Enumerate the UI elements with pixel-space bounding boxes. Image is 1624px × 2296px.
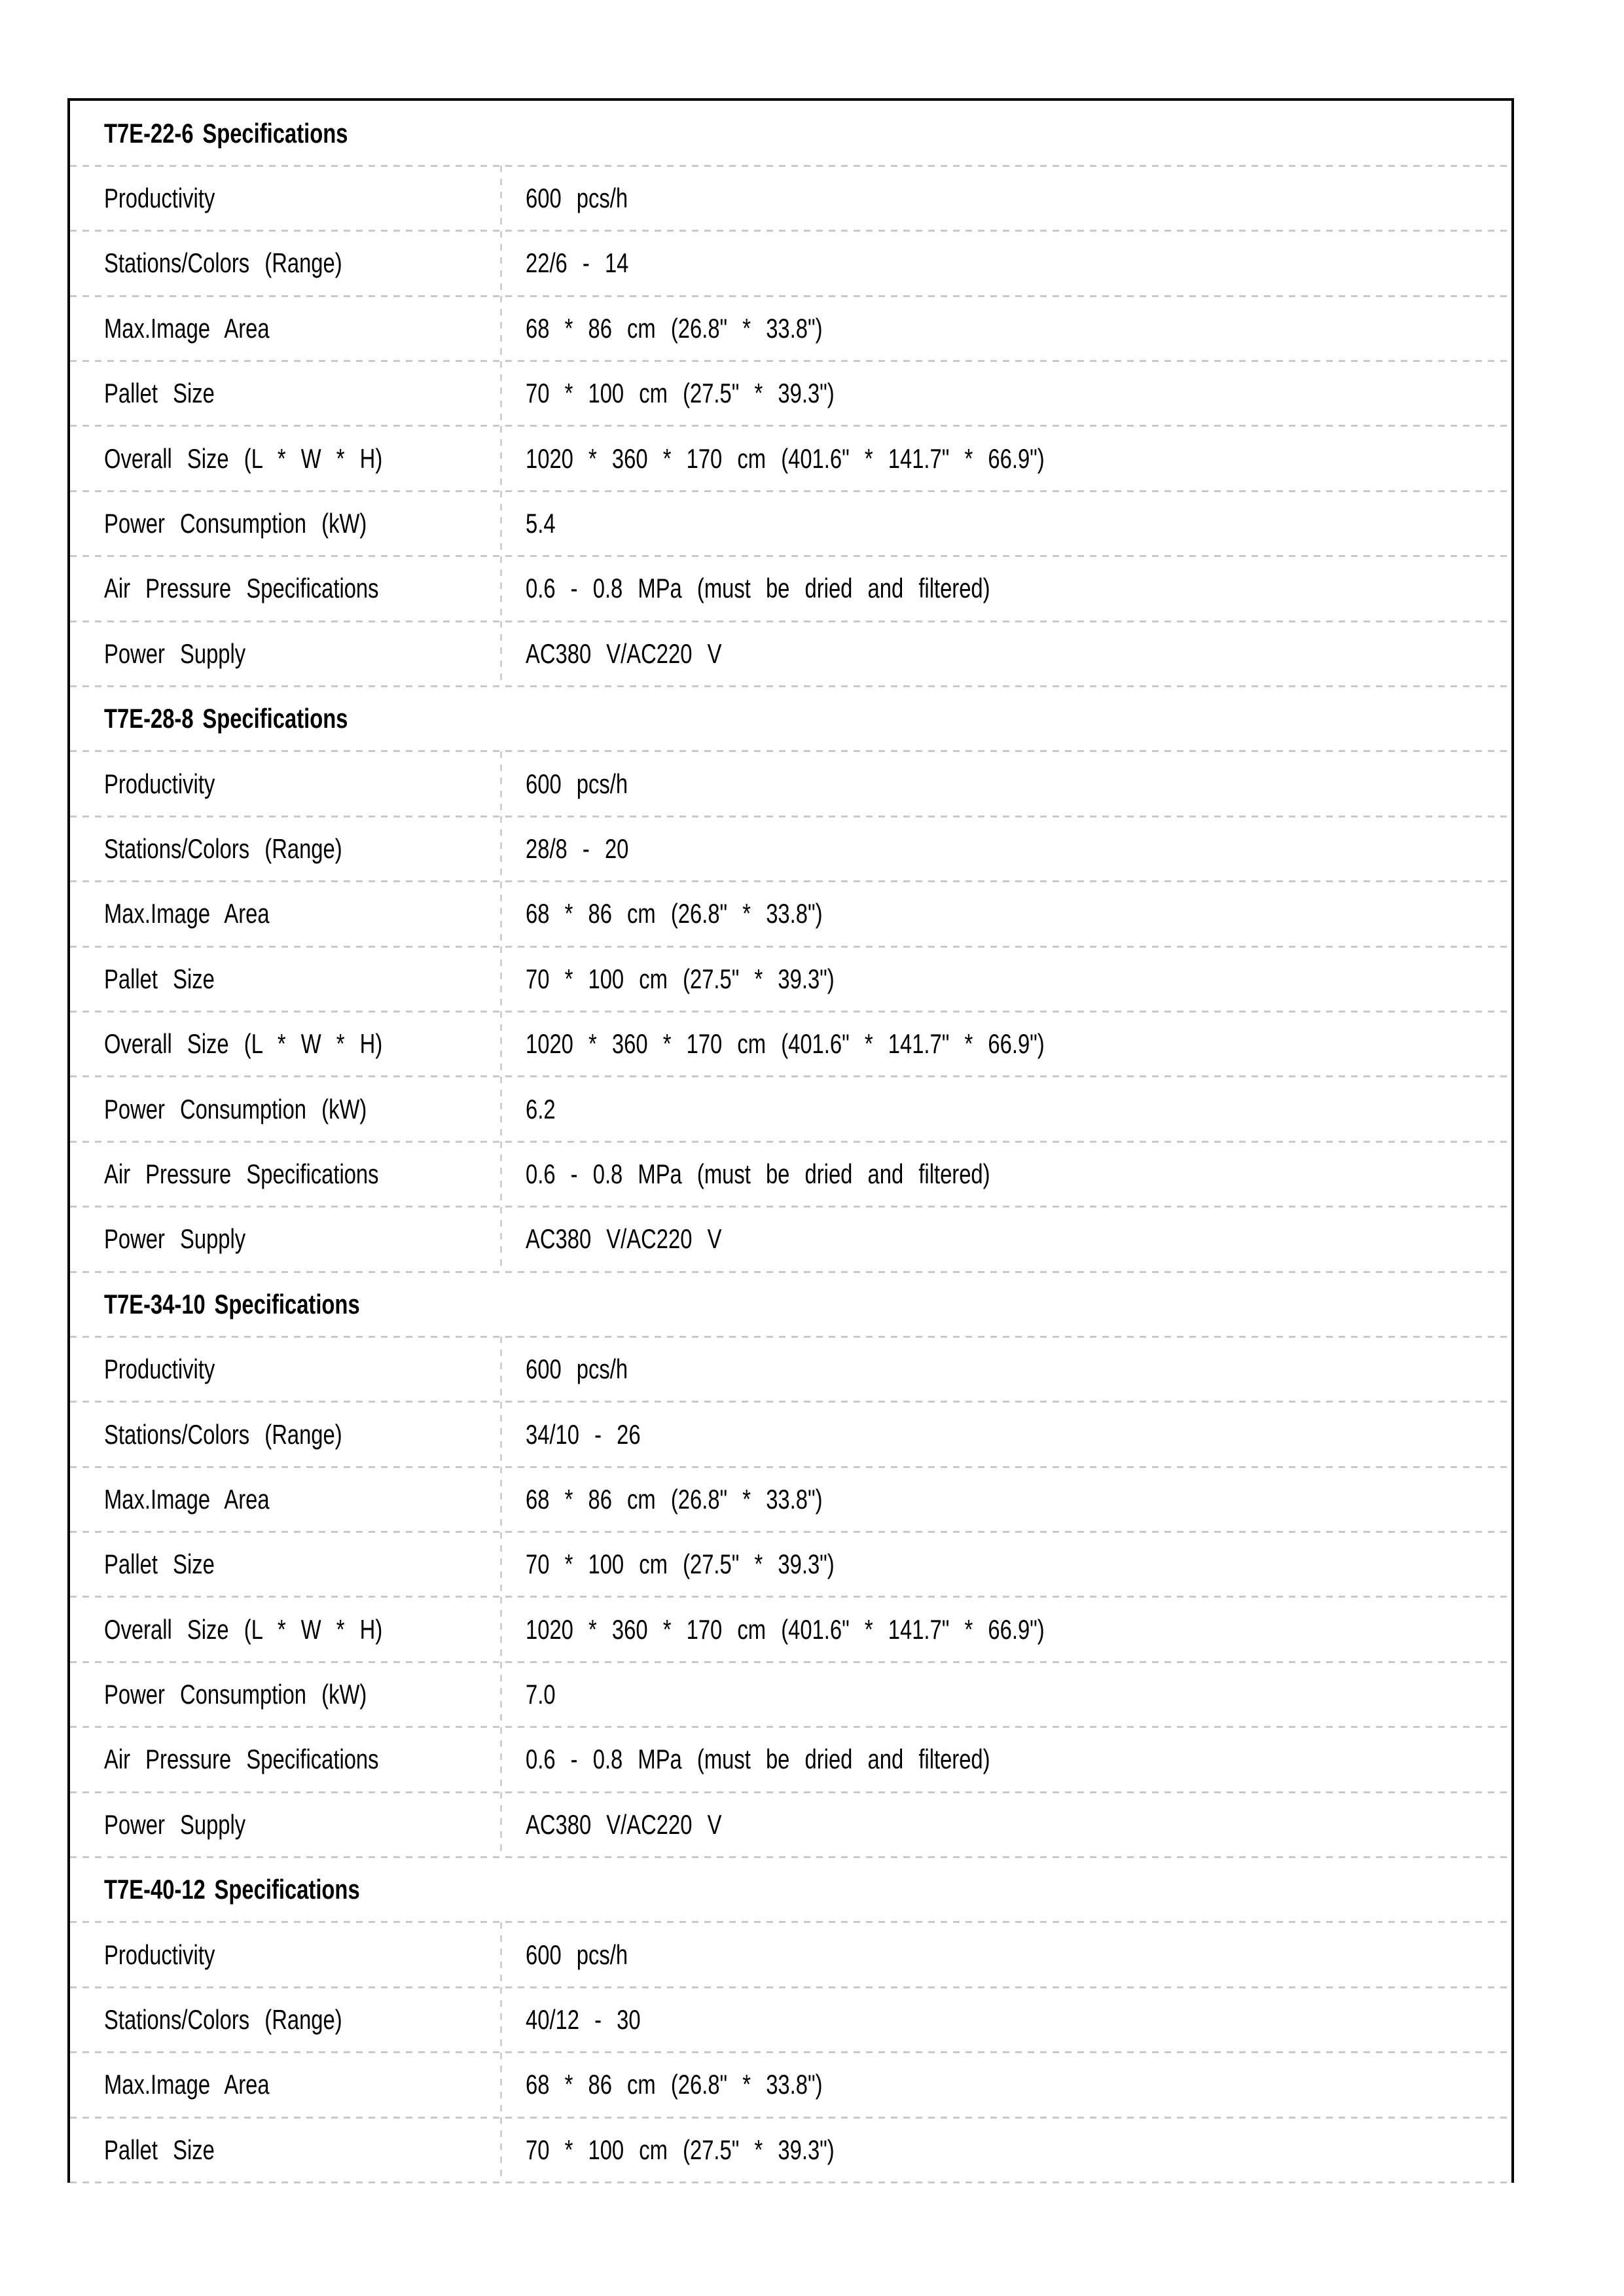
- spec-label-cell: [70, 1727, 501, 1792]
- spec-label-cell: [70, 2117, 501, 2182]
- spec-value-cell: [501, 556, 1511, 621]
- spec-value: 600 pcs/h: [526, 183, 628, 214]
- spec-value-cell: [501, 1207, 1511, 1272]
- spec-label: Stations/Colors (Range): [104, 833, 342, 864]
- spec-row: [70, 816, 1511, 881]
- spec-value-cell: [501, 621, 1511, 686]
- spec-value: 70 * 100 cm (27.5" * 39.3"): [526, 1549, 835, 1580]
- spec-label-cell: [70, 1792, 501, 1857]
- spec-sheet: [67, 98, 1514, 2183]
- spec-label: Overall Size (L * W * H): [104, 1028, 383, 1060]
- spec-label: Pallet Size: [104, 963, 215, 994]
- spec-label-cell: [70, 1336, 501, 1401]
- spec-value-cell: [501, 231, 1511, 296]
- spec-table-title-cell: [70, 1857, 1511, 1922]
- spec-label: Pallet Size: [104, 378, 215, 409]
- spec-value-cell: [501, 491, 1511, 556]
- spec-value: 28/8 - 20: [526, 833, 629, 864]
- spec-row: [70, 361, 1511, 426]
- spec-label: Productivity: [104, 1354, 215, 1385]
- spec-label: Power Consumption (kW): [104, 1679, 367, 1710]
- spec-value-cell: [501, 361, 1511, 426]
- spec-value-cell: [501, 2117, 1511, 2182]
- spec-label-cell: [70, 2053, 501, 2117]
- spec-label: Stations/Colors (Range): [104, 247, 342, 279]
- spec-label: Max.Image Area: [104, 2069, 270, 2100]
- spec-value: 1020 * 360 * 170 cm (401.6" * 141.7" * 66.9"): [526, 1613, 1045, 1645]
- spec-value-cell: [501, 1597, 1511, 1662]
- spec-label-cell: [70, 1402, 501, 1467]
- spec-row: [70, 2053, 1511, 2117]
- spec-row: [70, 556, 1511, 621]
- spec-value-cell: [501, 1662, 1511, 1727]
- spec-label: Power Supply: [104, 637, 246, 669]
- spec-label: Stations/Colors (Range): [104, 1418, 342, 1450]
- spec-table-title-row: [70, 1857, 1511, 1922]
- spec-value: 40/12 - 30: [526, 2004, 641, 2036]
- spec-value: 70 * 100 cm (27.5" * 39.3"): [526, 2134, 835, 2165]
- spec-label: Overall Size (L * W * H): [104, 1613, 383, 1645]
- spec-label: Max.Image Area: [104, 1483, 270, 1515]
- spec-table-title-row: [70, 687, 1511, 751]
- spec-label: Overall Size (L * W * H): [104, 442, 383, 474]
- spec-label-cell: [70, 1141, 501, 1206]
- spec-table-title: T7E-40-12 Specifications: [104, 1874, 360, 1905]
- spec-label: Power Consumption (kW): [104, 1093, 367, 1124]
- spec-value-cell: [501, 1987, 1511, 2052]
- spec-value-cell: [501, 816, 1511, 881]
- spec-label: Max.Image Area: [104, 312, 270, 344]
- spec-label: Productivity: [104, 1939, 215, 1970]
- spec-row: [70, 1077, 1511, 1141]
- spec-label: Power Consumption (kW): [104, 508, 367, 539]
- spec-value: 0.6 - 0.8 MPa (must be dried and filtered): [526, 1744, 990, 1775]
- spec-value-cell: [501, 1141, 1511, 1206]
- spec-value: AC380 V/AC220 V: [526, 637, 722, 669]
- spec-value: 6.2: [526, 1093, 556, 1124]
- spec-row: [70, 946, 1511, 1011]
- spec-value: AC380 V/AC220 V: [526, 1223, 722, 1255]
- spec-value: 70 * 100 cm (27.5" * 39.3"): [526, 963, 835, 994]
- spec-label: Power Supply: [104, 1808, 246, 1840]
- spec-row: [70, 166, 1511, 230]
- spec-table-title-cell: [70, 687, 1511, 751]
- spec-row: [70, 1402, 1511, 1467]
- spec-row: [70, 1662, 1511, 1727]
- spec-row: [70, 1532, 1511, 1597]
- spec-label: Power Supply: [104, 1223, 246, 1255]
- spec-label: Air Pressure Specifications: [104, 1744, 379, 1775]
- spec-value: 0.6 - 0.8 MPa (must be dried and filtered): [526, 1158, 990, 1189]
- spec-label-cell: [70, 751, 501, 816]
- spec-label-cell: [70, 231, 501, 296]
- spec-label: Stations/Colors (Range): [104, 2004, 342, 2036]
- spec-label-cell: [70, 1662, 501, 1727]
- spec-label-cell: [70, 1011, 501, 1076]
- spec-value: 22/6 - 14: [526, 247, 629, 279]
- spec-label: Max.Image Area: [104, 898, 270, 929]
- spec-value: 600 pcs/h: [526, 1354, 628, 1385]
- spec-value: 5.4: [526, 508, 556, 539]
- spec-value-cell: [501, 1792, 1511, 1857]
- spec-value-cell: [501, 296, 1511, 361]
- spec-value-cell: [501, 1077, 1511, 1141]
- spec-value: 68 * 86 cm (26.8" * 33.8"): [526, 1483, 823, 1515]
- spec-table-title-row: [70, 101, 1511, 166]
- spec-value-cell: [501, 946, 1511, 1011]
- spec-value-cell: [501, 1336, 1511, 1401]
- spec-row: [70, 1207, 1511, 1272]
- spec-value: 1020 * 360 * 170 cm (401.6" * 141.7" * 66.9"): [526, 442, 1045, 474]
- spec-value-cell: [501, 1727, 1511, 1792]
- spec-label-cell: [70, 296, 501, 361]
- spec-label-cell: [70, 1077, 501, 1141]
- spec-value-cell: [501, 1467, 1511, 1532]
- spec-row: [70, 1141, 1511, 1206]
- spec-value: 68 * 86 cm (26.8" * 33.8"): [526, 312, 823, 344]
- spec-value-cell: [501, 166, 1511, 230]
- spec-value-cell: [501, 882, 1511, 946]
- spec-row: [70, 1336, 1511, 1401]
- spec-row: [70, 426, 1511, 491]
- spec-value: 68 * 86 cm (26.8" * 33.8"): [526, 2069, 823, 2100]
- spec-row: [70, 1792, 1511, 1857]
- spec-table-title-cell: [70, 1272, 1511, 1336]
- spec-table-title: T7E-28-8 Specifications: [104, 703, 348, 734]
- spec-row: [70, 491, 1511, 556]
- spec-label: Productivity: [104, 183, 215, 214]
- spec-label: Productivity: [104, 768, 215, 799]
- spec-label-cell: [70, 361, 501, 426]
- spec-table-title: T7E-34-10 Specifications: [104, 1288, 360, 1319]
- spec-value: 600 pcs/h: [526, 768, 628, 799]
- spec-value: AC380 V/AC220 V: [526, 1808, 722, 1840]
- spec-label-cell: [70, 491, 501, 556]
- spec-value-cell: [501, 751, 1511, 816]
- spec-label-cell: [70, 426, 501, 491]
- spec-row: [70, 1987, 1511, 2052]
- spec-label-cell: [70, 1467, 501, 1532]
- spec-value-cell: [501, 1011, 1511, 1076]
- spec-value-cell: [501, 426, 1511, 491]
- spec-row: [70, 621, 1511, 686]
- spec-value: 0.6 - 0.8 MPa (must be dried and filtered): [526, 573, 990, 604]
- spec-value: 68 * 86 cm (26.8" * 33.8"): [526, 898, 823, 929]
- spec-label-cell: [70, 946, 501, 1011]
- spec-row: [70, 1467, 1511, 1532]
- spec-label-cell: [70, 621, 501, 686]
- spec-value: 1020 * 360 * 170 cm (401.6" * 141.7" * 66.9"): [526, 1028, 1045, 1060]
- spec-value: 600 pcs/h: [526, 1939, 628, 1970]
- spec-label-cell: [70, 1987, 501, 2052]
- spec-label: Pallet Size: [104, 1549, 215, 1580]
- spec-table-title-cell: [70, 101, 1511, 166]
- spec-table-title-row: [70, 1272, 1511, 1336]
- spec-row: [70, 1922, 1511, 1987]
- spec-table-title: T7E-22-6 Specifications: [104, 117, 348, 149]
- spec-label-cell: [70, 816, 501, 881]
- spec-value: 70 * 100 cm (27.5" * 39.3"): [526, 378, 835, 409]
- spec-row: [70, 2117, 1511, 2182]
- spec-label-cell: [70, 166, 501, 230]
- spec-label: Pallet Size: [104, 2134, 215, 2165]
- spec-value-cell: [501, 1922, 1511, 1987]
- spec-row: [70, 231, 1511, 296]
- spec-label-cell: [70, 1207, 501, 1272]
- spec-row: [70, 751, 1511, 816]
- spec-label-cell: [70, 1597, 501, 1662]
- spec-row: [70, 1727, 1511, 1792]
- spec-value-cell: [501, 2053, 1511, 2117]
- spec-label: Air Pressure Specifications: [104, 573, 379, 604]
- spec-label: Air Pressure Specifications: [104, 1158, 379, 1189]
- spec-value: 34/10 - 26: [526, 1418, 641, 1450]
- spec-label-cell: [70, 1922, 501, 1987]
- spec-row: [70, 296, 1511, 361]
- spec-label-cell: [70, 882, 501, 946]
- spec-label-cell: [70, 1532, 501, 1597]
- spec-value: 7.0: [526, 1679, 556, 1710]
- spec-value-cell: [501, 1402, 1511, 1467]
- spec-row: [70, 1011, 1511, 1076]
- spec-row: [70, 882, 1511, 946]
- spec-value-cell: [501, 1532, 1511, 1597]
- spec-row: [70, 1597, 1511, 1662]
- spec-label-cell: [70, 556, 501, 621]
